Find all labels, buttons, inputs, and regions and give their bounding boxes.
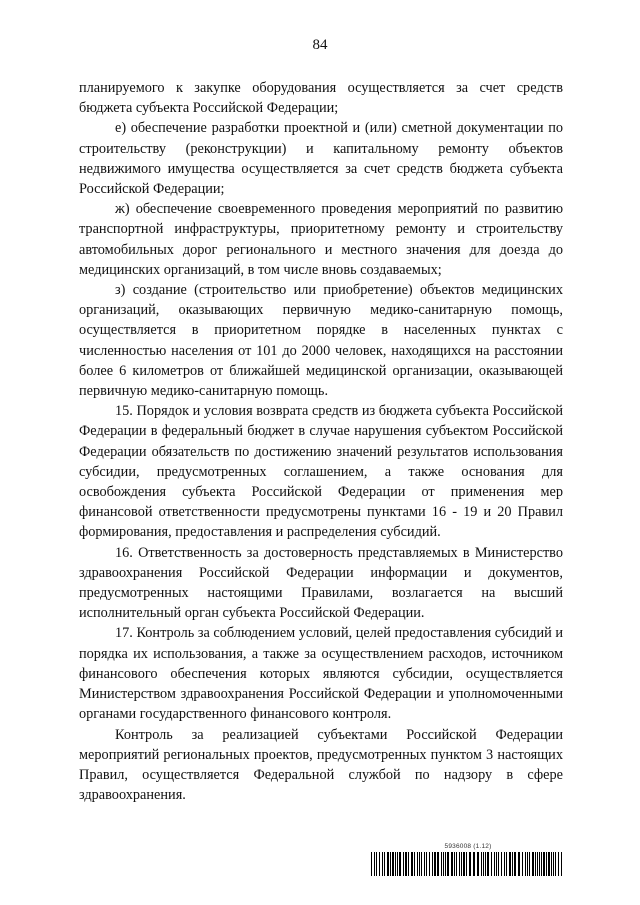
paragraph: ж) обеспечение своевременного проведения мероприятий по развитию транспортной инфраструктуры, приоритетному ремонту и строительству автомобильных дорог регионального и местного значения для доезда до медицинских организаций, в том числе вновь создаваемых; [79, 201, 563, 278]
document-body [79, 78, 563, 805]
paragraph: е) обеспечение разработки проектной и (или) сметной документации по строительству (реконструкции) и капитальному ремонту объектов недвижимого имущества осуществляется за счет средств бюджета субъекта Российской Федерации; [79, 120, 563, 198]
barcode-code-text: 5936008 (1.12) [444, 843, 492, 850]
paragraph: 17. Контроль за соблюдением условий, целей предоставления субсидий и порядка их использования, а также за осуществлением расходов, источником финансового обеспечения которых являются субсидии, осуществляется Министерством здравоохранения Российской Федерации и уполномоченными органами государственного финансового контроля. [79, 625, 563, 723]
paragraph: 16. Ответственность за достоверность представляемых в Министерство здравоохранения Российской Федерации информации и документов, предусмотренных настоящими Правилами, возлагается на высший исполнительный орган субъекта Российской Федерации. [79, 544, 563, 622]
paragraph: планируемого к закупке оборудования осуществляется за счет средств бюджета субъекта Российской Федерации; [79, 80, 563, 117]
paragraph: з) создание (строительство или приобретение) объектов медицинских организаций, оказывающих первичную медико-санитарную помощь, осуществляется в приоритетном порядке в населенных пунктах с численностью населения от 101 до 2000 человек, находящихся на расстоянии более 6 километров от ближайшей медицинской организации, оказывающей первичную медико-санитарную помощь. [79, 282, 563, 400]
barcode [371, 843, 565, 877]
paragraph: Контроль за реализацией субъектами Российской Федерации мероприятий региональных проектов, предусмотренных пунктом 3 настоящих Правил, осуществляется Федеральной службой по надзору в сфере здравоохранения. [79, 726, 563, 804]
barcode-bars [371, 852, 565, 876]
page-number: 84 [312, 37, 328, 53]
paragraph: 15. Порядок и условия возврата средств из бюджета субъекта Российской Федерации в федеральный бюджет в случае нарушения субъектом Российской Федерации обязательств по достижению значений результатов использования субсидии, предусмотренных соглашением, а также основания для освобождения субъекта Российской Федерации от применения мер финансовой ответственности предусмотрены пунктами 16 - 19 и 20 Правил формирования, предоставления и распределения субсидий. [79, 403, 563, 541]
